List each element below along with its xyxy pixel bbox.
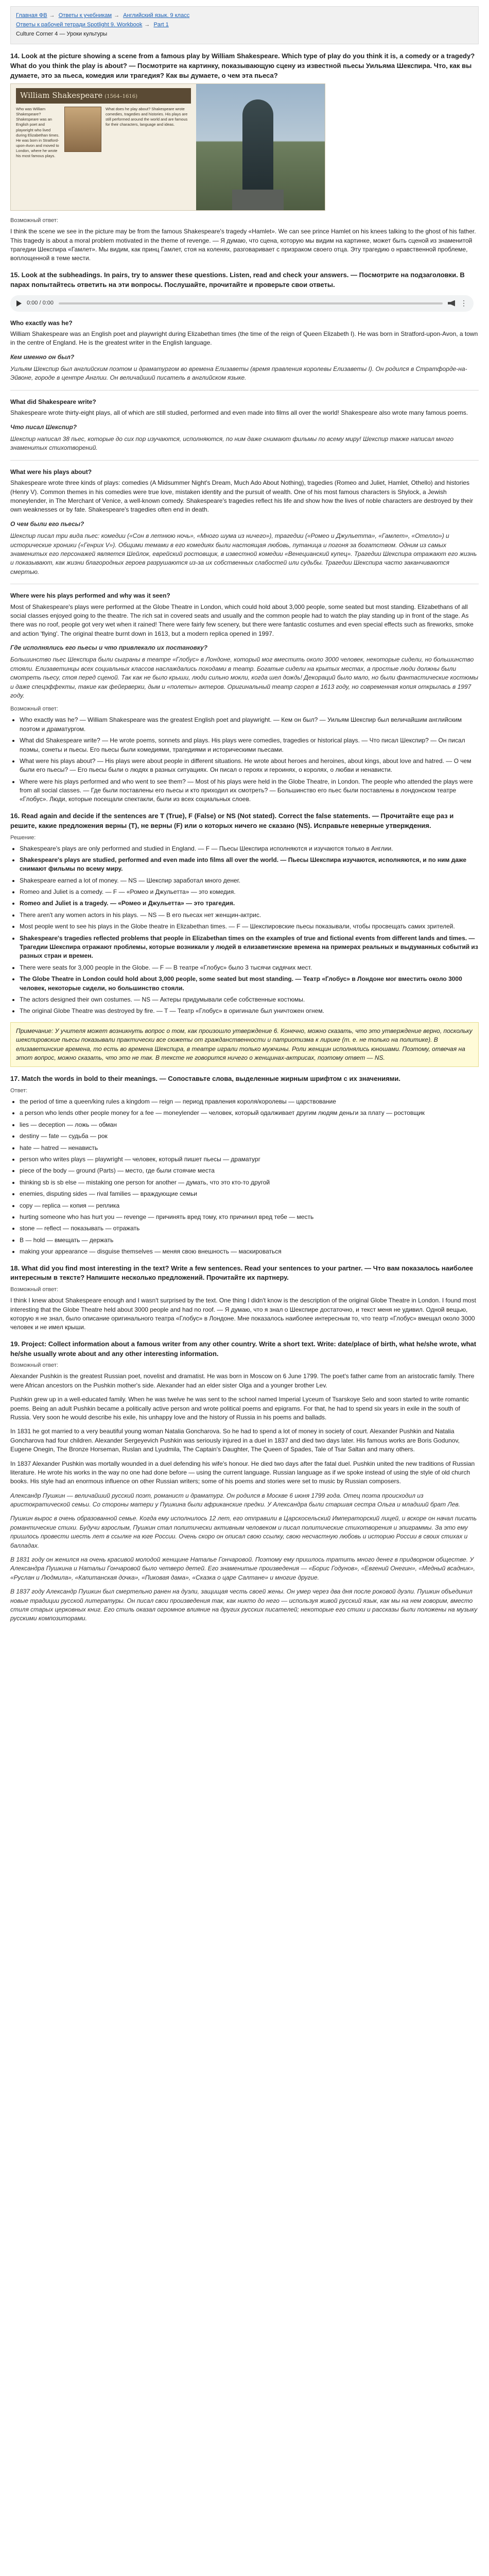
crumb-answers[interactable]: Ответы к учебникам bbox=[58, 12, 112, 19]
list-item: • copy — replica — копия — реплика bbox=[20, 1201, 479, 1210]
breadcrumb-line-2: Ответы к рабочей тетради Spotlight 9. Workbook → Part 1 bbox=[16, 21, 169, 28]
q18-title: 18. What did you find most interesting in the text? Write a few sentences. Read your sentences to your partner. — Что вам показалось наиболее интересным в тексте? Напишите несколько предложений. Прочитайте их партнеру. bbox=[10, 1264, 474, 1282]
list-item: • The original Globe Theatre was destroyed by fire. — T — Театр «Глобус» в оригинале был уничтожен огнем. bbox=[20, 1007, 479, 1015]
divider bbox=[10, 390, 479, 391]
q15-title: 15. Look at the subheadings. In pairs, try to answer these questions. Listen, read and check your answers. — Посмотрите на подзаголовки. В парах попытайтесь ответить на эти вопросы. Послушайте, прочитайте и проверьте свои ответы. bbox=[10, 270, 465, 289]
q14-answer: I think the scene we see in the picture may be from the famous Shakespeare's tragedy «Hamlet». We can see prince Hamlet on his knees talking to the ghost of his father. This tragedy is about a moral problem motivated in the theme of revenge. — Я думаю, что сцена, которую мы видим на картинке, может быть сценой из знаменитой трагедии Шекспира «Гамлет». Мы видим, как принц Гамлет, стоя на коленях, разговаривает с призраком своего отца. Эту трагедию о нравственной проблеме, воплощенной в теме мести. bbox=[10, 228, 476, 262]
section-question: What did Shakespeare write? bbox=[10, 398, 96, 405]
figure-col-2: What does he play about? Shakespeare wrote comedies, tragedies and histories. His plays are still performed around the world and are famous for their characters, language and ideas. bbox=[106, 107, 188, 127]
breadcrumb-line-1: Главная ФВ → Ответы к учебникам → Английский язык. 9 класс bbox=[16, 12, 190, 19]
q18-label: Возможный ответ: bbox=[10, 1286, 58, 1293]
list-item: • Shakespeare's plays are only performed and studied in England. — F — Пьесы Шекспира исполняются и изучаются только в Англии. bbox=[20, 844, 479, 853]
q16-list bbox=[10, 844, 479, 1016]
q14-answer-label: Возможный ответ: bbox=[10, 217, 58, 224]
list-item: • hate — hatred — ненависть bbox=[20, 1144, 479, 1153]
q18-answer: I think I knew about Shakespeare enough and I wasn't surprised by the text. One thing I didn't know is the description of the original Globe Theatre in London. I found most interesting that the Globe Theatre held about 3000 people and had no roof. — Я думаю, что я знал о Шекспире достаточно, и текст меня не удивил. Одной вещью, которую я не знал, было описание оригинального театра «Глобус» в Лондоне. Мне показалось наиболее интересным то, что театр «Глобус» вмещал около 3000 человек и не имел крыши. bbox=[10, 1297, 476, 1331]
audio-progress-track[interactable] bbox=[59, 302, 443, 304]
section-text: William Shakespeare was an English poet and playwright during Elizabethan times (the time of the reign of Queen Elizabeth I). He was born in Stratford-upon-Avon, a town in the centre of England. He is the greatest writer in the English language. bbox=[10, 330, 478, 347]
list-item: • Shakespeare's plays are studied, performed and even made into films all over the world. — Пьесы Шекспира изучаются, исполняются, и по ним даже снимают фильмы по всему миру. bbox=[20, 856, 479, 874]
q19-paragraph-ru-1: Александр Пушкин — величайший русский поэт, романист и драматург. Он родился в Москве 6 июня 1799 года. Отец поэта происходил из аристократической семьи. Со стороны матери у Пушкина были африканские предки. У Александра были старшая сестра Ольга и младший брат Лев. bbox=[10, 1492, 460, 1509]
q19-paragraph-2: Pushkin grew up in a well-educated family. When he was twelve he was sent to the school named Imperial Lyceum of Tsarskoye Selo and soon started to write romantic poems. Being an adult Pushkin became a politically active person and wrote political poems and epigrams. For that, he had to spend six years in exile in the south of Russia. Very soon he would describe his exile, his unhappy love and the history of Russia in his poems and ballads. bbox=[10, 1396, 469, 1421]
q19-paragraph-4: In 1837 Alexander Pushkin was mortally wounded in a duel defending his wife's honour. He died two days after the fatal duel. Pushkin united the new traditions of Russian literature. He wrote his works in the way no one had done before — using the current language. Russian language as if we spoke instead of using the style of old church books. His style had an enormous influence on other Russian writers; some of his poems and stories were set to music by Russian composers. bbox=[10, 1460, 475, 1485]
more-options-icon[interactable]: ⋮ bbox=[460, 299, 467, 308]
statue-shape bbox=[242, 99, 273, 197]
q19-title: 19. Project: Collect information about a famous writer from any other country. Write a short text. Write: date/place of birth, what he/she wrote, what he/she usually wrote about and any other interesting information. bbox=[10, 1340, 477, 1358]
list-item: • thinking sb is sb else — mistaking one person for another — думать, что это кто-то другой bbox=[20, 1178, 479, 1187]
q16-label: Решение: bbox=[10, 834, 36, 841]
figure-header bbox=[16, 88, 191, 104]
q19-paragraph-ru-4: В 1837 году Александр Пушкин был смертельно ранен на дуэли, защищая честь своей жены. Он умер через два дня после роковой дуэли. Пушкин объединил новые традиции русской литературы. Он писал свои произведения так, как никто до него — используя живой русский язык, как мы на нем говорим, вместо стиля старых церковных книг. Его стиль оказал огромное влияние на других русских писателей; некоторые его стихи и рассказы были положены на музыку русскими композиторами. bbox=[10, 1588, 478, 1622]
q15-section-1 bbox=[10, 319, 479, 383]
section-text: Most of Shakespeare's plays were performed at the Globe Theatre in London, which could hold about 3,000 people, some seated but most standing. Elizabethans of all social classes enjoyed going to the theatre. The rich sat in covered seats and usually and the common people had to watch the play standing up in front of the stage. As there was no roof, people got very wet when it rained! There were fairly few scenery, but there were fantastic costumes and even special effects such as fireworks, smoke and action 'flying'. The original theatre burnt down in 1613, but a modern replica opened in 1997. bbox=[10, 603, 474, 637]
list-item: • Shakespeare's tragedies reflected problems that people in Elizabethan times on the examples of true and fictional events from different lands and times. — Трагедии Шекспира отражают проблемы, которые возникали у людей в елизаветинские времена на примерах реальных и выдуманных событий из разных стран и времен. bbox=[20, 934, 479, 961]
list-item: • Romeo and Juliet is a tragedy. — «Ромео и Джульетта» — это трагедия. bbox=[20, 899, 479, 908]
q14-title: 14. Look at the picture showing a scene from a famous play by William Shakespeare. Which type of play do you think it is, a comedy or a tragedy? What do you think the play is about? — Посмотрите на картинку, показывающую сцену из известной пьесы Уильяма Шекспира. Что, как вы думаете, это за пьеса, комедия или трагедия? Как вы думаете, о чем эта пьеса? bbox=[10, 52, 475, 79]
section-question-ru: Где исполнялись его пьесы и что привлекало их постановку? bbox=[10, 644, 208, 652]
list-item: • There aren't any women actors in his plays. — NS — В его пьесах нет женщин-актрис. bbox=[20, 911, 479, 920]
breadcrumbs bbox=[10, 6, 479, 44]
q17-list bbox=[10, 1097, 479, 1256]
breadcrumb-line-3 bbox=[16, 30, 473, 39]
list-item: • Where were his plays performed and who went to see them? — Most of his plays were held in the Globe Theatre, in London. The people who attended the plays were from all social classes. — Где были поставлены его пьесы и кто приходил их смотреть? — Большинство его пьес были поставлены в лондонском театре «Глобус». Люди, которые посещали спектакли, были из всех социальных слоев. bbox=[20, 777, 479, 804]
list-item: • the period of time a queen/king rules a kingdom — reign — период правления короля/королевы — царствование bbox=[20, 1097, 479, 1106]
list-item: • stone — reflect — показывать — отражать bbox=[20, 1224, 479, 1233]
list-item: • enemies, disputing sides — rival families — враждующие семьи bbox=[20, 1190, 479, 1198]
teacher-note: Примечание: У учителя может возникнуть вопрос о том, как произошло утверждение 6. Конечно, можно сказать, что это утверждение верно, поскольку шекспировские пьесы показывали практически все сюжеты от гражданственности и патриотизма к лирике (т. е. не только на политике). В елизаветинские времена, то есть во времена Шекспира, в театре играли только мужчины. Роли женщин исполнялись юношами. Поэтому, отвечая на этот вопрос, можно сказать, что это не так. В тексте не говорится ничего о женщинах-актрисах, поэтому ответ — NS. bbox=[10, 1022, 479, 1067]
section-text-ru: Уильям Шекспир был английским поэтом и драматургом во времена Елизаветы (время правления королевы Елизаветы I). Он родился в Стратфорде-на-Эйвоне, городе в центре Англии. Он величайший писатель в английском языке. bbox=[10, 365, 467, 382]
section-question-ru: О чем были его пьесы? bbox=[10, 520, 84, 528]
q15-answer-list bbox=[10, 716, 479, 804]
shakespeare-figure bbox=[10, 83, 325, 211]
crumb-part[interactable]: Part 1 bbox=[153, 21, 169, 28]
audio-player[interactable] bbox=[10, 295, 474, 312]
section-question: Who exactly was he? bbox=[10, 319, 73, 327]
list-item: • There were seats for 3,000 people in the Globe. — F — В театре «Глобус» было 3 тысячи сидячих мест. bbox=[20, 963, 479, 972]
q15-section-3 bbox=[10, 468, 479, 577]
section-question-ru: Что писал Шекспир? bbox=[10, 423, 77, 431]
crumb-current: Culture Corner 4 — Уроки культуры bbox=[16, 30, 108, 37]
list-item: • Romeo and Juliet is a comedy. — F — «Ромео и Джульетта» — это комедия. bbox=[20, 888, 479, 896]
q19-label: Возможный ответ: bbox=[10, 1362, 58, 1369]
crumb-english[interactable]: Английский язык. 9 класс bbox=[123, 12, 190, 19]
list-item: • What were his plays about? — His plays were about people in different situations. He wrote about heroes and heroines, about kings, about love and hatred. — О чем были его пьесы? — Его пьесы были о людях в разных ситуациях. Он писал о героях и героинях, о королях, о любви и ненависти. bbox=[20, 757, 479, 775]
section-question: Where were his plays performed and why was it seen? bbox=[10, 592, 170, 600]
pedestal-shape bbox=[232, 190, 284, 210]
section-question-ru: Кем именно он был? bbox=[10, 353, 75, 361]
list-item: • lies — deception — ложь — обман bbox=[20, 1121, 479, 1129]
q16-title: 16. Read again and decide if the sentences are T (True), F (False) or NS (Not stated). Correct the false statements. — Прочитайте еще раз и решите, какие предложения верны (T), не верны (F) или о которых ничего не сказано (NS). Исправьте неверные утверждения. bbox=[10, 811, 454, 829]
list-item: • making your appearance — disguise themselves — меняя свою внешность — маскироваться bbox=[20, 1247, 479, 1256]
portrait-image bbox=[64, 107, 101, 152]
section-text: Shakespeare wrote thirty-eight plays, all of which are still studied, performed and even made into films all over the world! Shakespeare also wrote many famous poems. bbox=[10, 409, 468, 417]
list-item: • What did Shakespeare write? — He wrote poems, sonnets and plays. His plays were comedies, tragedies or historical plays. — Что писал Шекспир? — Он писал поэмы, сонеты и пьесы. Его пьесы были комедиями, трагедиями и историческими пьесами. bbox=[20, 736, 479, 754]
volume-icon[interactable] bbox=[448, 300, 455, 307]
q19-paragraph-3: In 1831 he got married to a very beautiful young woman Natalia Goncharova. So he had to spend a lot of money in society of court. Alexander Pushkin and Natalia Goncharova had four children. Alexander Sergeyevich Pushkin was seriously injured in a duel in 1837 and died two days later. His famous works are Boris Godunov, Eugene Onegin, The Bronze Horseman, Ruslan and Lyudmila, The Captain's Daughter, The Queen of Spades, Tale of Tsar Saltan and many others. bbox=[10, 1428, 460, 1453]
page bbox=[10, 0, 479, 1644]
section-text-ru: Шекспир написал 38 пьес, которые до сих пор изучаются, исполняются, по ним даже снимают фильмы по всему миру! Шекспир также написал много знаменитых стихотворений. bbox=[10, 435, 454, 452]
section-text-ru: Шекспир писал три вида пьес: комедии («Сон в летнюю ночь», «Много шума из ничего»), трагедии («Ромео и Джульетта», «Гамлет», «Отелло») и исторические хроники («Генрих V»). Общими темами в его комедиях были настоящая любовь, путаница и погоня за богатством. Одним из самых знаменитых его персонажей является Шейлок, еврейский ростовщик, в известной комедии «Венецианский купец». Трагедии Шекспира отражают его жизнь и показывают, как жизни благородных героев разрушаются из-за их собственных слабостей или судьбы. Трагедии Шекспира часто заканчиваются смертью. bbox=[10, 532, 477, 575]
q15-section-2 bbox=[10, 398, 479, 453]
figure-text-panel bbox=[11, 84, 196, 210]
list-item: • B — hold — вмещать — держать bbox=[20, 1236, 479, 1245]
statue-photo bbox=[196, 84, 325, 210]
q19-paragraph-ru-3: В 1831 году он женился на очень красивой молодой женщине Наталье Гончаровой. Поэтому ему пришлось тратить много денег в придворном обществе. У Александра Пушкина и Натальи Гончаровой было четверо детей. Его знаменитые произведения — «Борис Годунов», «Евгений Онегин», «Медный всадник», «Руслан и Людмила», «Капитанская дочка», «Пиковая дама», «Сказка о царе Салтане» и многие другие. bbox=[10, 1556, 475, 1581]
figure-title: William Shakespeare bbox=[20, 91, 103, 100]
section-question: What were his plays about? bbox=[10, 468, 92, 476]
q15-section-4 bbox=[10, 591, 479, 700]
q15-answer-label: Возможный ответ: bbox=[10, 706, 58, 713]
q17-title: 17. Match the words in bold to their meanings. — Сопоставьте слова, выделенные жирным шрифтом с их значениями. bbox=[10, 1075, 400, 1083]
list-item: • The Globe Theatre in London could hold about 3,000 people, some seated but most standing. — Театр «Глобус» в Лондоне мог вместить около 3000 человек, некоторые сидели, но большинство стояли. bbox=[20, 975, 479, 993]
audio-time: 0:00 / 0:00 bbox=[27, 299, 54, 306]
crumb-workbook[interactable]: Ответы к рабочей тетради Spotlight 9. Workbook bbox=[16, 21, 143, 28]
list-item: • a person who lends other people money for a fee — moneylender — человек, который одалживает другим людям деньги за плату — ростовщик bbox=[20, 1109, 479, 1117]
q19-paragraph-ru-2: Пушкин вырос в очень образованной семье. Когда ему исполнилось 12 лет, его отправили в Царскосельский Императорский лицей, и вскоре он начал писать романтические стихи. Будучи взрослым, Пушкин стал политически активным человеком и писал политические стихотворения и эпиграммы. За это ему пришлось провести шесть лет в ссылке на юге России. Очень скоро он описал свою ссылку, свою несчастную любовь и историю России в своих стихах и балладах. bbox=[10, 1515, 477, 1549]
list-item: • Who exactly was he? — William Shakespeare was the greatest English poet and playwright. — Кем он был? — Уильям Шекспир был величайшим английским поэтом и драматургом. bbox=[20, 716, 479, 734]
list-item: • The actors designed their own costumes. — NS — Актеры придумывали себе собственные костюмы. bbox=[20, 995, 479, 1004]
divider bbox=[10, 460, 479, 461]
list-item: • person who writes plays — playwright — человек, который пишет пьесы — драматург bbox=[20, 1155, 479, 1164]
play-icon[interactable] bbox=[16, 300, 22, 307]
list-item: • Shakespeare earned a lot of money. — NS — Шекспир заработал много денег. bbox=[20, 876, 479, 885]
list-item: • piece of the body — ground (Parts) — место, где были стоячие места bbox=[20, 1166, 479, 1175]
list-item: • hurting someone who has hurt you — revenge — причинять вред тому, кто причинил вред тебе — месть bbox=[20, 1213, 479, 1222]
q17-label: Ответ: bbox=[10, 1088, 28, 1094]
figure-years: (1564–1616) bbox=[104, 94, 137, 100]
section-text: Shakespeare wrote three kinds of plays: comedies (A Midsummer Night's Dream, Much Ado About Nothing), tragedies (Romeo and Juliet, Hamlet, Othello) and histories (Henry V). Common themes in his comedies were true love, mistaken identity and the pursuit of wealth. One of his most famous characters is Shylock, a Jewish moneylender, in The Merchant of Venice, a well-known comedy. Shakespeare's tragedies reflect his life and show how the lives of noble characters are destroyed by their own weaknesses or by fate. Shakespeare's tragedies often end in death. bbox=[10, 479, 473, 514]
figure-col-1 bbox=[16, 107, 101, 159]
list-item: • Most people went to see his plays in the Globe theatre in Elizabethan times. — F — Шекспировские пьесы показывали, чтобы просвещать самих зрителей. bbox=[20, 922, 479, 931]
section-text-ru: Большинство пьес Шекспира были сыграны в театре «Глобус» в Лондоне, который мог вместить около 3000 человек, некоторые сидели, но большинство стояли. Елизаветинцы всех социальных классов наслаждались походами в театр. Богатые сидели на крытых местах, а простые люди должны были смотреть пьесу, стоя перед сценой. Так как не было крыши, люди сильно мокли, когда шел дождь! Декораций было мало, но были фантастические костюмы и даже спецэффекты, такие как фейерверки, дым и «полеты» актеров. Оригинальный театр сгорел в 1613 году, но современная копия открылась в 1997 году. bbox=[10, 656, 478, 700]
list-item: • destiny — fate — судьба — рок bbox=[20, 1132, 479, 1141]
figure-col-1-text: Who was William Shakespeare? Shakespeare was an English poet and playwright who lived during Elizabethan times. He was born in Stratford-upon-Avon and moved to London, where he wrote his most famous plays. bbox=[16, 107, 60, 159]
crumb-home[interactable]: Главная ФВ bbox=[16, 12, 47, 19]
q19-paragraph-1: Alexander Pushkin is the greatest Russian poet, novelist and dramatist. He was born in Moscow on 6 June 1799. The poet's father came from an aristocratic family. There were African ancestors on the Pushkin mother's side. Alexander had an elder sister Olga and a younger brother Lev. bbox=[10, 1372, 475, 1389]
